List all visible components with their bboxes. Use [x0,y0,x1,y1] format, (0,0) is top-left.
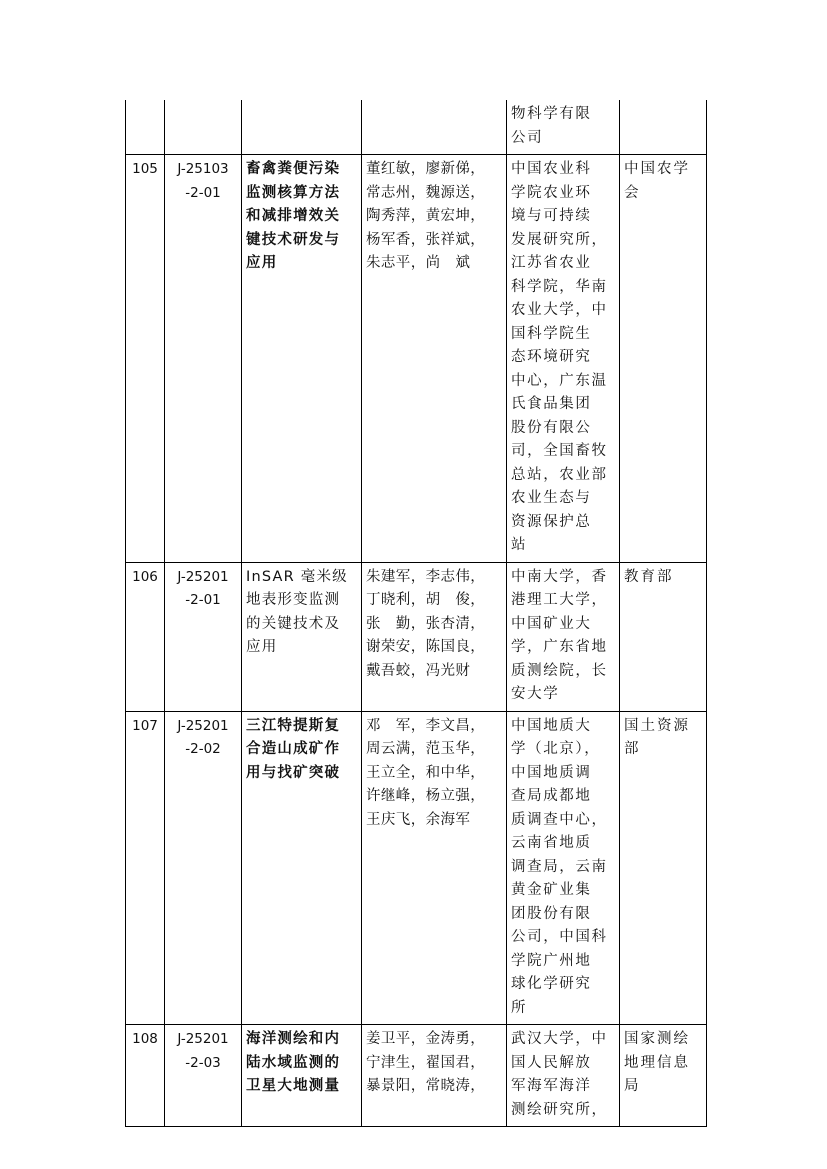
project-code [165,562,242,711]
name-line: 键技术研发与 [246,231,341,248]
recommender [620,100,707,155]
people-line: 戴吾蛟，冯光财 [366,662,471,679]
project-code [165,1025,242,1127]
table-row [126,1025,707,1127]
row-number: 108 [126,1025,165,1127]
project-name [242,711,362,1025]
code-line: -2-02 [185,741,221,757]
people-line: 朱建军，李志伟， [366,568,486,585]
unit-line: 学院农业环 [511,184,592,201]
people-line: 邓 军，李文昌， [366,717,486,734]
people-line: 董红敏，廖新俤， [366,161,486,177]
recommender-line: 会 [624,184,641,201]
unit-line: 氏食品集团 [511,396,592,412]
people-line: 许继峰，杨立强， [366,788,486,804]
code-line: J-25201 [177,717,229,734]
people-line: 王庆飞，余海军 [366,811,471,828]
unit-line: 安大学 [511,686,560,702]
people-line: 谢荣安，陈国良， [366,639,486,655]
award-table [125,100,707,1127]
recommender-line: 国家测绘 [624,1031,690,1047]
recommender-line: 中国农学 [624,161,690,177]
main-contributors [362,155,507,563]
code-line: J-25103 [177,161,229,177]
completing-units [507,155,620,563]
project-code [165,100,242,155]
unit-line: 物科学有限 [511,106,592,122]
name-line: 陆水域监测的 [246,1054,341,1071]
unit-line: 农业生态与 [511,490,592,506]
name-line: 和减排增效关 [246,208,341,224]
project-name [242,562,362,711]
unit-line: 总站，农业部 [511,466,608,483]
people-line: 宁津生，翟国君， [366,1054,486,1071]
recommender-line: 国土资源 [624,717,690,734]
name-line: 应用 [246,639,278,655]
people-line: 姜卫平，金涛勇， [366,1031,486,1047]
unit-line: 国人民解放 [511,1054,592,1071]
row-number: 105 [126,155,165,563]
people-line: 朱志平，尚 斌 [366,255,471,271]
recommender-line: 局 [624,1078,641,1094]
name-line: 卫星大地测量 [246,1078,341,1094]
unit-line: 国科学院生 [511,325,592,342]
unit-line: 中国矿业大 [511,615,592,632]
unit-line: 质测绘院，长 [511,662,608,679]
people-line: 陶秀萍，黄宏坤， [366,208,486,224]
recommender [620,155,707,563]
code-line: -2-01 [185,184,221,201]
name-line: 海洋测绘和内 [246,1031,341,1047]
completing-units [507,711,620,1025]
unit-line: 中国地质调 [511,764,592,781]
code-line: -2-03 [185,1054,221,1071]
completing-units [507,1025,620,1127]
unit-line: 武汉大学，中 [511,1031,608,1047]
code-line: J-25201 [177,1031,229,1047]
table-row [126,711,707,1025]
name-line: 应用 [246,255,278,271]
unit-line: 军海军海洋 [511,1078,592,1094]
recommender-line: 部 [624,741,641,757]
unit-line: 科学院，华南 [511,278,608,295]
people-line: 王立全，和中华， [366,764,486,781]
people-line: 周云满，范玉华， [366,741,486,757]
unit-line: 态环境研究 [511,349,592,365]
main-contributors [362,562,507,711]
unit-line: 公司，中国科 [511,929,608,945]
project-code [165,155,242,563]
name-line: 三江特提斯复 [246,717,341,734]
table-row [126,100,707,155]
unit-line: 资源保护总 [511,513,592,530]
table-row [126,562,707,711]
code-line: J-25201 [177,568,229,585]
project-name [242,100,362,155]
unit-line: 中南大学，香 [511,568,608,585]
unit-line: 站 [511,537,528,553]
unit-line: 港理工大学， [511,592,608,608]
recommender-line: 教育部 [624,568,674,585]
award-table-container [125,100,706,1127]
unit-line: 中国地质大 [511,717,592,734]
unit-line: 股份有限公 [511,419,592,436]
project-name [242,155,362,563]
name-line: 畜禽粪便污染 [246,161,341,177]
name-line: 的关键技术及 [246,615,341,632]
completing-units [507,562,620,711]
unit-line: 农业大学，中 [511,302,608,318]
people-line: 常志州，魏源送， [366,184,486,201]
people-line: 杨军香，张祥斌， [366,231,486,248]
name-line: 用与找矿突破 [246,764,341,781]
award-table-body [126,100,707,1127]
main-contributors [362,1025,507,1127]
main-contributors [362,100,507,155]
name-line: 监测核算方法 [246,184,341,201]
people-line: 暴景阳，常晓涛， [366,1078,486,1094]
recommender [620,562,707,711]
main-contributors [362,711,507,1025]
row-number: 107 [126,711,165,1025]
unit-line: 测绘研究所， [511,1101,608,1118]
row-number [126,100,165,155]
unit-line: 境与可持续 [511,208,592,224]
unit-line: 学，广东省地 [511,639,608,655]
completing-units [507,100,620,155]
name-line: 地表形变监测 [246,592,341,608]
project-code [165,711,242,1025]
unit-line: 公司 [511,129,544,146]
name-line: 合造山成矿作 [246,741,341,757]
people-line: 丁晓利，胡 俊， [366,592,486,608]
unit-line: 团股份有限 [511,905,592,922]
unit-line: 查局成都地 [511,788,592,804]
recommender [620,1025,707,1127]
unit-line: 黄金矿业集 [511,882,592,898]
row-number: 106 [126,562,165,711]
unit-line: 学（北京）， [511,741,601,757]
unit-line: 云南省地质 [511,835,592,851]
unit-line: 中国农业科 [511,161,592,177]
unit-line: 中心，广东温 [511,372,608,389]
people-line: 张 勤，张杏清， [366,615,486,632]
unit-line: 江苏省农业 [511,255,592,271]
recommender [620,711,707,1025]
name-line: InSAR 毫米级 [246,568,348,585]
recommender-line: 地理信息 [624,1054,690,1071]
table-row [126,155,707,563]
code-line: -2-01 [185,592,221,608]
unit-line: 调查局，云南 [511,858,608,875]
unit-line: 球化学研究 [511,976,592,992]
unit-line: 发展研究所， [511,231,608,248]
unit-line: 司，全国畜牧 [511,443,608,459]
unit-line: 学院广州地 [511,952,592,969]
unit-line: 所 [511,999,528,1016]
project-name [242,1025,362,1127]
unit-line: 质调查中心， [511,811,608,828]
